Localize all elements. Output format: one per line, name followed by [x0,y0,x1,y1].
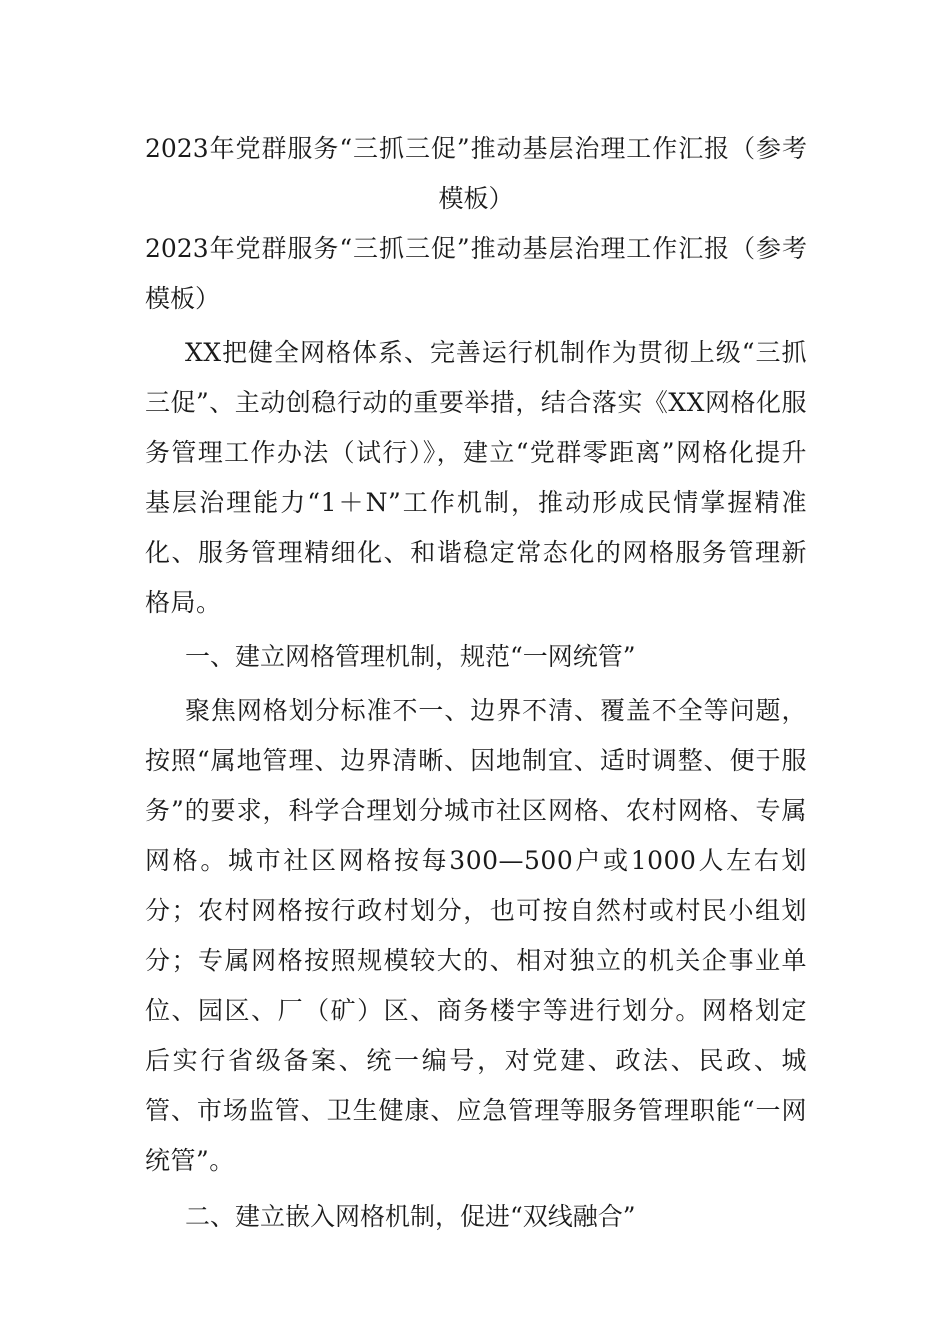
section-2-heading: 二、建立嵌入网格机制，促进“双线融合” [185,1202,636,1231]
section-1-heading: 一、建立网格管理机制，规范“一网统管” [185,642,636,671]
document-page [145,124,807,1242]
section-1-body: 聚焦网格划分标准不一、边界不清、覆盖不全等问题，按照“属地管理、边界清晰、因地制宜、适时调整、便于服务”的要求，科学合理划分城市社区网格、农村网格、专属网格。城市社区网格按每300—500户或1000人左右划分；农村网格按行政村划分，也可按自然村或村民小组划分；专属网格按照规模较大的、相对独立的机关企事业单位、园区、厂（矿）区、商务楼宇等进行划分。网格划定后实行省级备案、统一编号，对党建、政法、民政、城管、市场监管、卫生健康、应急管理等服务管理职能“一网统管”。 [145,696,807,1175]
document-subtitle: 2023年党群服务“三抓三促”推动基层治理工作汇报（参考模板） [145,234,807,313]
intro-paragraph: XX把健全网格体系、完善运行机制作为贯彻上级“三抓三促”、主动创稳行动的重要举措，结合落实《XX网格化服务管理工作办法（试行）》，建立“党群零距离”网格化提升基层治理能力“1＋N”工作机制，推动形成民情掌握精准化、服务管理精细化、和谐稳定常态化的网格服务管理新格局。 [145,338,807,617]
document-title: 2023年党群服务“三抓三促”推动基层治理工作汇报（参考模板） [145,134,807,213]
